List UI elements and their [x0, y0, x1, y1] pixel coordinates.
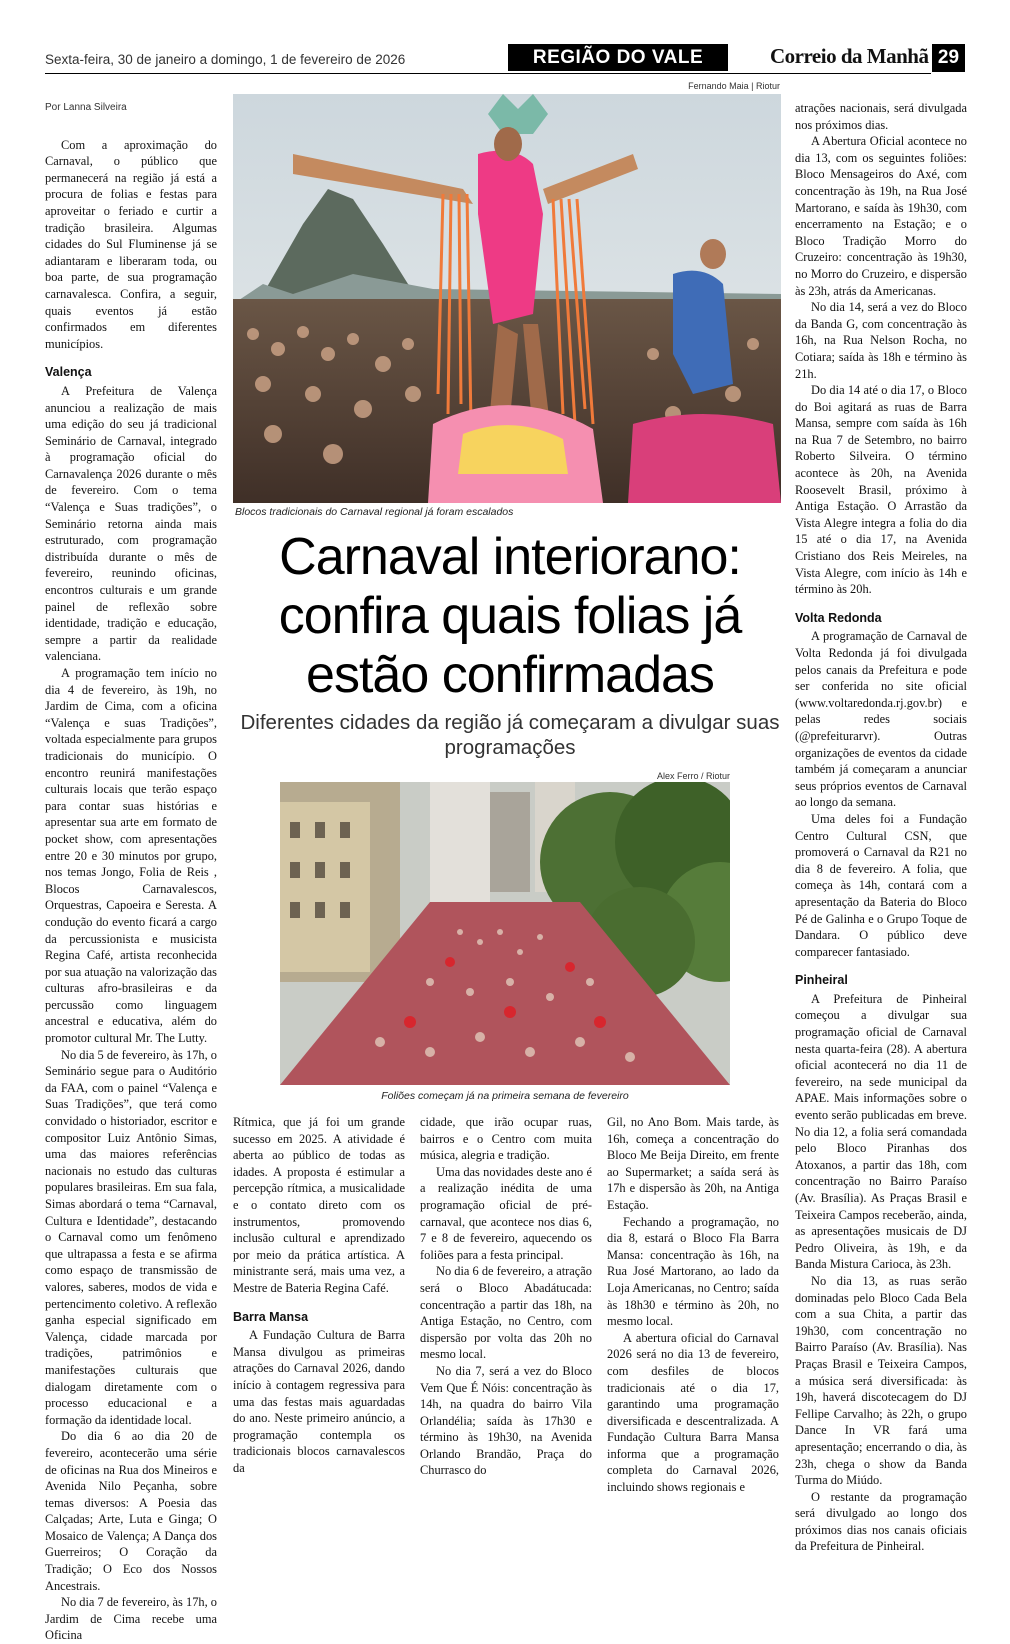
photo1-caption: Blocos tradicionais do Carnaval regional já foram escalados	[235, 506, 514, 518]
page-number: 29	[932, 44, 965, 72]
barra-paragraph-12: Do dia 14 até o dia 17, o Bloco do Boi agitará as ruas de Barra Mansa, sempre com saída às 16h na Rua 7 de Setembro, no bairro Roberto Silveira. O término acontece às 20h, na Avenida Roosevelt Brasil, próximo à Antiga Estação. O Arrastão da Vista Alegre integra a folia do dia 15 até o dia 17, na Avenida Cristiano dos Reis Meireles, na Vista Alegre, com início às 14h e término às 20h.	[795, 383, 967, 597]
section-title: REGIÃO DO VALE	[508, 44, 728, 71]
column-4	[607, 1114, 779, 1496]
photo2-caption: Foliões começam já na primeira semana de fevereiro	[381, 1090, 629, 1102]
barra-paragraph-7: Fechando a programação, no dia 8, estará o Bloco Fla Barra Mansa: concentração às 16h, na Rua José Martorano, ao lado da Loja Americanas, no Centro; saída às 18h30 e término às 20h, no mesmo local.	[607, 1214, 779, 1329]
volta-redonda-heading: Volta Redonda	[795, 610, 882, 625]
barra-paragraph-4: No dia 6 de fevereiro, a atração será o Bloco Abadátucada: concentração a partir das 18h, na Antiga Estação, no Centro, com dispersão por volta das 20h no mesmo local.	[420, 1264, 592, 1362]
carnival-dancers-photo	[233, 94, 781, 503]
barra-mansa-heading: Barra Mansa	[233, 1309, 309, 1324]
barra-paragraph-6: Gil, no Ano Bom. Mais tarde, às 16h, começa a concentração do Bloco Me Beija Direito, em frente ao Supermarket; a saída será às 17h e dispersão às 20h, na Antiga Estação.	[607, 1115, 779, 1212]
pinheiral-heading: Pinheiral	[795, 973, 848, 988]
byline: Por Lanna Silveira	[45, 102, 127, 113]
valenca-heading: Valença	[45, 365, 92, 380]
valenca-paragraph-6: Rítmica, que já foi um grande sucesso em 2025. A atividade é aberta ao público de todas as idades. A proposta é estimular a percepção rítmica, a musicalidade e o contato direto com os instrumentos, promovendo inclusão cultural e aprendizado por meio da prática artística. A ministrante será, mais uma vez, a Mestre de Bateria Regina Café.	[233, 1115, 405, 1295]
pinheiral-paragraph-1: A Prefeitura de Pinheiral começou a divulgar sua programação oficial de Carnaval nesta quarta-feira (28). A abertura oficial acontecerá no dia 11 de fevereiro, na sede municipal da APAE. Mais informações sobre o evento serão publicadas em breve. No dia 12, a folia será comandada pelo Bloco Piranhas dos Atoxanos, a partir das 18h, com concentração no Bairro Paraíso (Av. Brasília). As Praças Brasil e Teixeira Campos receberão, ainda, as apresentações musicais de DJ Pedro Oliveira, às 19h, e da Banda Mistura Carioca, às 23h.	[795, 991, 967, 1272]
vr-paragraph-1: A programação de Carnaval de Volta Redonda já foi divulgada pelos canais da Prefeitura e pode ser conferida no site oficial (www.voltaredonda.rj.gov.br) e pelas redes sociais (@prefeiturarvr). Outras organizações de eventos da cidade também já começaram a anunciar seus próprios eventos de Carnaval ao longo da semana.	[795, 629, 967, 810]
barra-paragraph-5: No dia 7, será a vez do Bloco Vem Que É Nóis: concentração às 14h, na quadra do bairro Vila Orlandélia; saída às 17h30 e término às 19h30, na Avenida Orlando Brandão, Praça do Churrasco do	[420, 1363, 592, 1478]
pinheiral-paragraph-3: O restante da programação será divulgado ao longo dos próximos dias nos canais oficiais da Prefeitura de Pinheiral.	[795, 1489, 967, 1554]
column-3	[420, 1114, 592, 1479]
valenca-paragraph-2: A programação tem início no dia 4 de fevereiro, às 19h, no Jardim de Cima, com a oficina “Valença e suas Tradições”, voltada especialmente para grupos tradicionais do município. O encontro reunirá manifestações culturais locais que terão espaço para contar suas histórias e apresentar sua arte em formato de pocket show, com apresentações entre 20 e 30 minutos por grupo, nos temas Jongo, Folia de Reis , Blocos Carnavalescos, Orquestras, Capoeira e Seresta. A condução do evento ficará a cargo da percussionista e musicista Regina Café, artista reconhecida por sua atuação na valorização das culturas afro-brasileiras e da percussão como linguagem ancestral e educativa, além do promotor cultural Mr. The Lutty.	[45, 666, 217, 1046]
article-headline: Carnaval interiorano: confira quais folias já estão confirmadas	[278, 528, 742, 704]
barra-paragraph-2: cidade, que irão ocupar ruas, bairros e o Centro com muita música, alegria e tradição.	[420, 1115, 592, 1163]
street-crowd-illustration	[280, 782, 730, 1085]
header-rule	[45, 73, 931, 74]
barra-paragraph-10: A Abertura Oficial acontece no dia 13, com os seguintes foliões: Bloco Mensageiros do Axé, com concentração às 19h, na Rua José Martorano, e saída às 19h30, com encerramento na Estação; e o Bloco Tradição Morro do Cruzeiro: concentração às 19h30, no Morro do Cruzeiro, e dispersão às 23h, atrás da Americanas.	[795, 134, 967, 298]
pinheiral-paragraph-2: No dia 13, as ruas serão dominadas pelo Bloco Cada Bela com a sua Chita, a partir das 19h30, com concentração no Bairro Paraíso (Av. Brasília). Nas Praças Brasil e Teixeira Campos, a música será diversificada: às 19h, haverá discotecagem do DJ Fellipe Carvalho; às 22h, o grupo Dance In VR fará uma apresentação; encerrando o dia, às 23h, chega o show da Banda Turma do Miúdo.	[795, 1273, 967, 1488]
photo1-credit: Fernando Maia | Riotur	[688, 81, 780, 91]
intro-paragraph: Com a aproximação do Carnaval, o público que permanecerá na região já está a procura de folias e festas para aproveitar o feriado e curtir a tradição brasileira. Algumas cidades do Sul Fluminense já se adiantaram e liberaram toda, ou boa parte, de sua programação carnavalesca. Confira, a seguir, quais eventos já estão confirmados em diferentes municípios.	[45, 137, 217, 351]
barra-paragraph-11: No dia 14, será a vez do Bloco da Banda G, com concentração às 16h, na Rua Nelson Rocha, no Cotiara; saída às 18h e término às 21h.	[795, 300, 967, 381]
valenca-paragraph-5: No dia 7 de fevereiro, às 17h, o Jardim de Cima recebe uma Oficina	[45, 1595, 217, 1643]
column-5	[795, 100, 967, 1555]
valenca-paragraph-1: A Prefeitura de Valença anunciou a realização de mais uma edição do seu já tradicional Seminário de Carnaval, integrado à programação oficial do Carnavalença 2026 durante o mês de fevereiro. Com o tema “Valença e Suas tradições”, o Seminário retorna ainda mais estruturado, com programação distribuída durante o mês de fevereiro, reunindo oficinas, encontros culturais e um grande painel de reflexão sobre identidade, tradição e educação, sempre a partir da realidade valenciana.	[45, 383, 217, 664]
column-2	[233, 1114, 405, 1476]
valenca-paragraph-4: Do dia 6 ao dia 20 de fevereiro, acontecerão uma série de oficinas na Rua dos Mineiros e Avenida Nilo Peçanha, sobre temas diversos: A Poesia das Calçadas; Arte, Luta e Ginga; O Mosaico de Valença; A Dança dos Guerreiros; O Coração da Tradição; O Eco dos Nossos Ancestrais.	[45, 1429, 217, 1593]
valenca-paragraph-3: No dia 5 de fevereiro, às 17h, o Seminário segue para o Auditório da FAA, com o painel “Valença e Suas Tradições”, que terá como convidado o historiador, escritor e compositor Luiz Antônio Simas, uma das maiores referências nacionais no estudo das culturas populares brasileiras. Em sua fala, Simas abordará o tema “Carnaval, Cultura e Identidade”, destacando o Carnaval como um fenômeno que ultrapassa a festa e se afirma como espaço de transmissão de valores, saberes, modos de vida e pertencimento coletivo. A reflexão ganha especial significado em Valença, cidade marcada por tradições, patrimônios e manifestações culturais que dialogam diretamente com o processo educacional e a formação da identidade local.	[45, 1047, 217, 1427]
barra-paragraph-8: A abertura oficial do Carnaval 2026 será no dia 13 de fevereiro, com desfiles de blocos tradicionais até o dia 17, garantindo uma programação diversificada e descentralizada. A Fundação Cultura Barra Mansa informa que a programação completa do Carnaval 2026, incluindo shows regionais e	[607, 1330, 779, 1495]
barra-paragraph-9: atrações nacionais, será divulgada nos próximos dias.	[795, 101, 967, 132]
barra-paragraph-1: A Fundação Cultura de Barra Mansa divulgou as primeiras atrações do Carnaval 2026, dando início à contagem regressiva para uma das festas mais aguardadas do ano. Neste primeiro anúncio, a programação contempla os tradicionais blocos carnavalescos da	[233, 1328, 405, 1475]
photo2-credit: Alex Ferro / Riotur	[656, 771, 730, 781]
article-subheadline: Diferentes cidades da região já começaram a divulgar suas programações	[240, 711, 780, 759]
issue-date: Sexta-feira, 30 de janeiro a domingo, 1 de fevereiro de 2026	[45, 52, 406, 67]
newspaper-brand: Correio da Manhã	[770, 44, 929, 68]
vr-paragraph-2: Uma deles foi a Fundação Centro Cultural CSN, que promoverá o Carnaval da R21 no dia 8 de fevereiro. A folia, que começa às 14h, contará com a apresentação da Bateria do Bloco Pé de Galinha e o Grupo Toque de Dandara. O público deve comparecer fantasiado.	[795, 811, 967, 959]
barra-paragraph-3: Uma das novidades deste ano é a realização inédita de uma programação oficial de pré-carnaval, que acontece nos dias 6, 7 e 8 de fevereiro, aquecendo os foliões para a festa principal.	[420, 1164, 592, 1262]
page-header	[0, 0, 1010, 90]
street-crowd-photo	[280, 782, 730, 1085]
column-1	[45, 100, 217, 1644]
carnival-dancers-illustration	[233, 94, 781, 503]
